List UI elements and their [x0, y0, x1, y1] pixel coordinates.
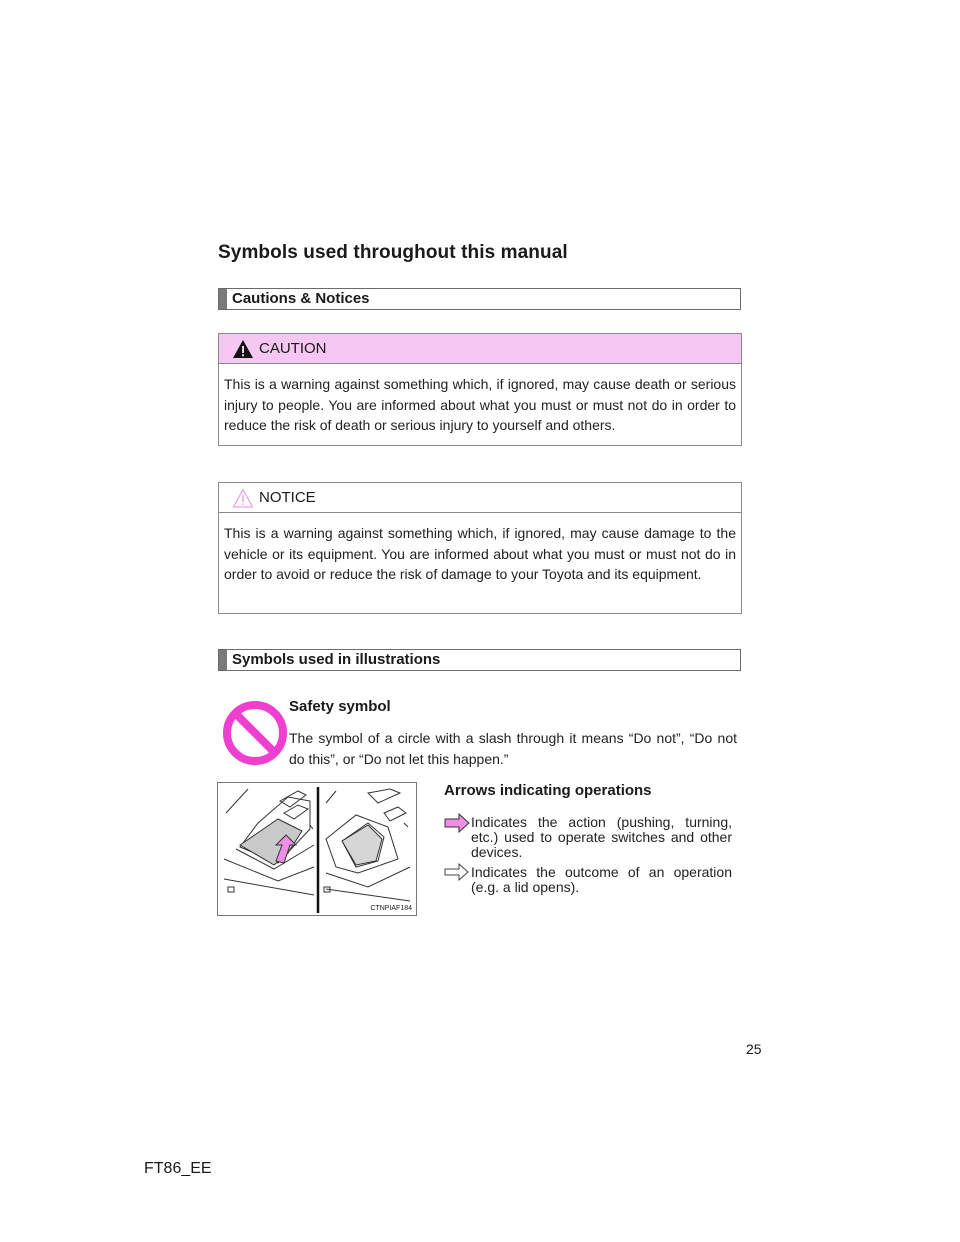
- section-heading-label: Symbols used in illustrations: [232, 651, 441, 668]
- section-heading-illustrations: [218, 649, 741, 671]
- action-arrow-text: Indicates the action (pushing, turning, etc.) used to operate switches and other devices.: [471, 814, 732, 860]
- section-heading-cautions: [218, 288, 741, 310]
- caution-text: This is a warning against something which, if ignored, may cause death or serious injury to people. You are informed about what you must or must not do in order to reduce the risk of death or serious injury to yourself and others.: [224, 376, 736, 433]
- notice-box: [218, 482, 742, 614]
- safety-symbol-text: The symbol of a circle with a slash through it means “Do not”, “Do not do this”, or “Do not let this happen.”: [289, 730, 737, 767]
- warning-filled-icon: [232, 339, 254, 359]
- arrows-title: Arrows indicating operations: [444, 782, 652, 799]
- operation-illustration: [217, 782, 417, 916]
- outcome-arrow-icon: [444, 862, 470, 882]
- overhead-console-drawing: [218, 783, 416, 915]
- section-accent: [219, 650, 227, 670]
- warning-outline-icon: [232, 488, 254, 508]
- outcome-arrow-text: Indicates the outcome of an operation (e.g. a lid opens).: [471, 864, 732, 895]
- section-heading-label: Cautions & Notices: [232, 290, 370, 307]
- manual-code: FT86_EE: [144, 1160, 212, 1177]
- caution-box: [218, 333, 742, 446]
- illustration-code: CTNPIAF184: [370, 905, 412, 912]
- notice-title: NOTICE: [259, 489, 316, 506]
- prohibition-icon: [222, 700, 288, 766]
- caution-title: CAUTION: [259, 340, 327, 357]
- page-title: Symbols used throughout this manual: [218, 242, 568, 263]
- notice-text: This is a warning against something which, if ignored, may cause damage to the vehicle or its equipment. You are informed about what you must or must not do in order to avoid or reduce the risk of damage to your Toyota and its equipment.: [224, 525, 736, 582]
- notice-header: [219, 483, 741, 513]
- section-accent: [219, 289, 227, 309]
- safety-symbol-title: Safety symbol: [289, 698, 391, 715]
- action-arrow-icon: [444, 812, 470, 834]
- page-number: 25: [746, 1041, 762, 1057]
- caution-header: [219, 334, 741, 364]
